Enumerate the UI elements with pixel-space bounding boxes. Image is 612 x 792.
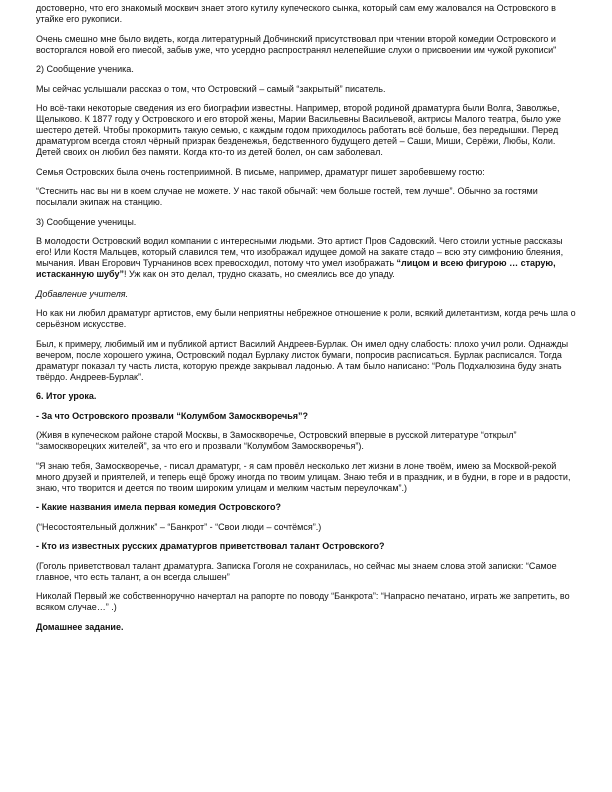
- question: - За что Островского прозвали “Колумбом Замоскворечья”?: [36, 410, 308, 421]
- section-heading: 3) Сообщение ученицы.: [36, 216, 137, 227]
- section-heading: 2) Сообщение ученика.: [36, 64, 134, 74]
- quote: “Я знаю тебя, Замоскворечье, - писал драматург, - я сам провёл несколько лет жизни в лоне твоём, имею за Москвой-рекой много друзей и приятелей, и теперь ещё брожу иногда по твоим улицам. Знаю тебя и в праздник, и в будни, в горе и в радости, знаю, что творится и деется по твоим широким улицам и мелким частым переулочкам”.): [36, 460, 571, 493]
- bold-quote: “лицом и всею фигурою … старую, истасканную шубу”: [36, 258, 556, 279]
- answer: (Живя в купеческом районе старой Москвы, в Замоскворечье, Островский впервые в русской литературе “открыл” “замоскворецких жителей”, за что его и прозвали “Колумбом Замоскворечья”).: [36, 430, 517, 451]
- answer: (Гоголь приветствовал талант драматурга. Записка Гоголя не сохранилась, но сейчас мы знаем слова этой записки: “Самое главное, что есть талант, а он всегда слышен”: [36, 560, 557, 582]
- paragraph: [36, 236, 576, 280]
- lesson-summary-heading: 6. Итог урока.: [36, 391, 97, 401]
- paragraph: Мы сейчас услышали рассказ о том, что Островский – самый “закрытый” писатель.: [36, 83, 386, 94]
- paragraph: достоверно, что его знакомый москвич знает этого кутилу купеческого сынка, который сам ему жаловался на Островского в утайке его рукописи.: [36, 3, 556, 24]
- paragraph: “Стеснить нас вы ни в коем случае не можете. У нас такой обычай: чем больше гостей, тем лучше”. Обычно за гостями посылали экипаж на станцию.: [36, 186, 538, 207]
- question: - Кто из известных русских драматургов приветствовал талант Островского?: [36, 541, 385, 551]
- answer: Николай Первый же собственноручно начертал на рапорте по поводу “Банкрота”: “Напрасно печатано, играть же запретить, во всяком случае…” .): [36, 591, 570, 612]
- paragraph: Семья Островских была очень гостеприимной. В письме, например, драматург пишет заробевшему гостю:: [36, 166, 485, 177]
- question: - Какие названия имела первая комедия Островского?: [36, 502, 281, 512]
- teacher-note-heading: Добавление учителя.: [36, 288, 129, 299]
- answer: (“Несостоятельный должник” – “Банкрот” - “Свои люди – сочтёмся”.): [36, 521, 322, 532]
- paragraph: Но как ни любил драматург артистов, ему были неприятны небрежное отношение к роли, всякий дилетантизм, когда речь шла о серьёзном искусстве.: [36, 308, 576, 329]
- homework-heading: Домашнее задание.: [36, 621, 124, 632]
- text-run: В молодости Островский водил компании с интересными людьми. Это артист Пров Садовский. Чего стоили устные рассказы его! Или Костя Мальцев, который славился тем, что изображал идущее домой на закате стадо – всю эту симфонию блеяния, мычания. Иван Егорович Турчанинов всех превосходил, потому что умел изображать: [36, 236, 564, 268]
- paragraph: Но всё-таки некоторые сведения из его биографии известны. Например, второй родиной драматурга были Волга, Заволжье, Щелыково. К 1877 году у Островского и его второй жены, Марии Васильевны Васильевой, актрисы Малого театра, было уже шестеро детей. Чтобы прокормить такую семью, с каждым годом приходилось работать всё больше, без передышки. Перед драматургом всегда стоял чёрный призрак безденежья, бедственного будущего детей – Саши, Миши, Серёжи, Любы, Коли. Детей своих он любил без памяти. Когда кто-то из детей болел, он сам заболевал.: [36, 103, 562, 157]
- paragraph: Был, к примеру, любимый им и публикой артист Василий Андреев-Бурлак. Он имел одну слабость: плохо учил роли. Однажды вечером, после хорошего ужина, Островский подал Бурлаку листок бумаги, попросив расписаться. Бурлак расписался. Тогда драматург показал ту часть листа, которую прежде закрывал ладонью. А там было написано: “Роль Подхалюзина буду знать твёрдо. Андреев-Бурлак”.: [36, 338, 569, 382]
- text-run: ! Уж как он это делал, трудно сказать, но смеялись все до упаду.: [123, 269, 395, 279]
- paragraph: Очень смешно мне было видеть, когда литературный Добчинский присутствовал при чтении второй комедии Островского и восторгался новой его пиесой, забыв уже, что усердно распространял нелепейшие слухи о присвоении им чужой рукописи": [36, 33, 557, 55]
